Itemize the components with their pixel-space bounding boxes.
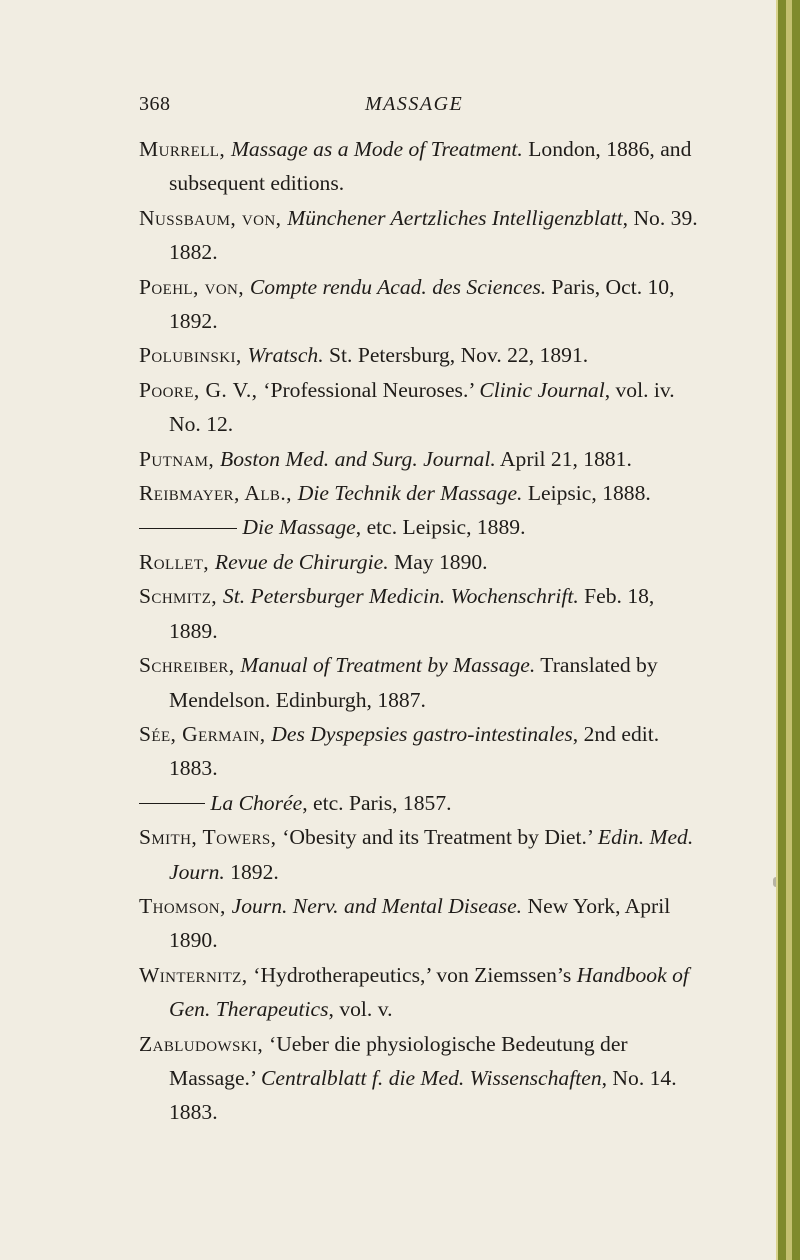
running-title: MASSAGE — [365, 93, 464, 115]
entry-details: Feb. 18, 1889. — [169, 584, 655, 643]
bibliography-entry — [139, 132, 699, 201]
entry-author: Rollet, — [139, 549, 215, 574]
entry-details: New York, April 1890. — [169, 893, 671, 953]
entry-title: Centralblatt f. die Med. Wissenschaften — [260, 1065, 602, 1090]
entry-details: , vol. iv. No. 12. — [169, 377, 675, 437]
bibliography-entry — [139, 270, 699, 339]
entry-author: Putnam, — [139, 446, 221, 471]
entry-title: Die Massage — [242, 515, 356, 540]
bibliography-entry — [139, 338, 699, 372]
bibliography-entry — [139, 373, 699, 442]
entry-title: Revue de Chirurgie. — [214, 549, 389, 574]
entry-details: Paris, Oct. 10, 1892. — [169, 274, 675, 334]
bibliography-entry — [139, 510, 699, 544]
entry-author: Reibmayer, Alb., — [139, 481, 298, 506]
bibliography-entry — [139, 820, 699, 889]
entry-author: Zabludowski, — [139, 1031, 270, 1056]
entry-title: Edin. Med. Journ. — [169, 825, 694, 884]
bibliography-entry — [139, 201, 699, 270]
bibliography-entry — [139, 786, 699, 820]
entry-author: Nussbaum, von, — [139, 205, 288, 230]
entry-details: 1892. — [224, 859, 279, 884]
entry-author: Winternitz, — [139, 962, 254, 987]
entry-details: , No. 14. 1883. — [169, 1065, 677, 1125]
entry-title: Massage as a Mode of Treatment. — [230, 137, 523, 161]
entry-title: Die Technik der Massage. — [297, 481, 523, 506]
entry-title: Journ. Nerv. and Mental Disease. — [231, 893, 523, 918]
entry-author: Polubinski, — [139, 343, 248, 368]
entry-details: London, 1886, and subsequent editions. — [169, 137, 692, 196]
entry-details: , No. 39. 1882. — [169, 205, 698, 265]
entry-title: Clinic Journal — [479, 377, 605, 402]
entry-details: May 1890. — [388, 549, 488, 574]
ditto-rule — [139, 528, 237, 529]
entry-author: Murrell, — [139, 137, 231, 161]
bibliography-entry — [139, 579, 699, 648]
bibliography-list — [139, 132, 699, 1130]
bibliography-entry — [139, 545, 699, 579]
page-number: 368 — [139, 93, 171, 115]
entry-author: Sée, Germain, — [139, 721, 272, 746]
entry-details: Translated by Mendelson. Edinburgh, 1887. — [169, 653, 658, 712]
entry-author: Schreiber, — [139, 653, 241, 678]
entry-author: Poore, G. V., — [139, 377, 264, 402]
entry-details: St. Petersburg, Nov. 22, 1891. — [323, 343, 589, 368]
entry-title: Des Dyspepsies gastro-intestinales — [271, 721, 573, 746]
entry-article: ‘Hydrotherapeutics,’ von Ziemssen’s — [253, 962, 577, 987]
entry-details: , etc. Paris, 1857. — [302, 790, 452, 815]
entry-details: April 21, 1881. — [495, 446, 632, 471]
entry-title: La Chorée — [210, 790, 303, 815]
page-header — [139, 93, 659, 123]
entry-title: Boston Med. and Surg. Journal. — [220, 446, 496, 471]
page-edge-highlight — [786, 0, 792, 1260]
bibliography-entry — [139, 648, 699, 717]
entry-title: St. Petersburger Medicin. Wochenschrift. — [222, 584, 579, 609]
bibliography-entry — [139, 717, 699, 786]
bibliography-entry — [139, 889, 699, 958]
entry-author: Thomson, — [139, 893, 232, 918]
ditto-rule — [139, 803, 205, 804]
entry-details: Leipsic, 1888. — [522, 481, 651, 506]
entry-article: ‘Obesity and its Treatment by Diet.’ — [282, 825, 598, 850]
entry-author: Smith, Towers, — [139, 825, 283, 850]
entry-details: , vol. v. — [328, 997, 393, 1022]
entry-author: Schmitz, — [139, 584, 223, 609]
entry-title: Wratsch. — [247, 343, 324, 368]
entry-title: Handbook of Gen. Therapeutics — [169, 962, 689, 1022]
entry-details: , etc. Leipsic, 1889. — [355, 515, 526, 540]
entry-article: ‘Professional Neuroses.’ — [263, 377, 480, 402]
page-edge-binding — [776, 0, 800, 1260]
bibliography-entry — [139, 442, 699, 476]
bibliography-entry — [139, 476, 699, 510]
entry-details: , 2nd edit. 1883. — [169, 721, 660, 781]
bibliography-entry — [139, 958, 699, 1027]
entry-title: Manual of Treatment by Massage. — [240, 653, 536, 678]
entry-title: Münchener Aertzliches Intelligenzblatt — [287, 205, 623, 230]
bibliography-entry — [139, 1027, 699, 1130]
entry-article: ‘Ueber die physiologische Bedeutung der Massage.’ — [169, 1031, 628, 1090]
entry-author: Poehl, von, — [139, 274, 250, 299]
entry-title: Compte rendu Acad. des Sciences. — [249, 274, 547, 299]
